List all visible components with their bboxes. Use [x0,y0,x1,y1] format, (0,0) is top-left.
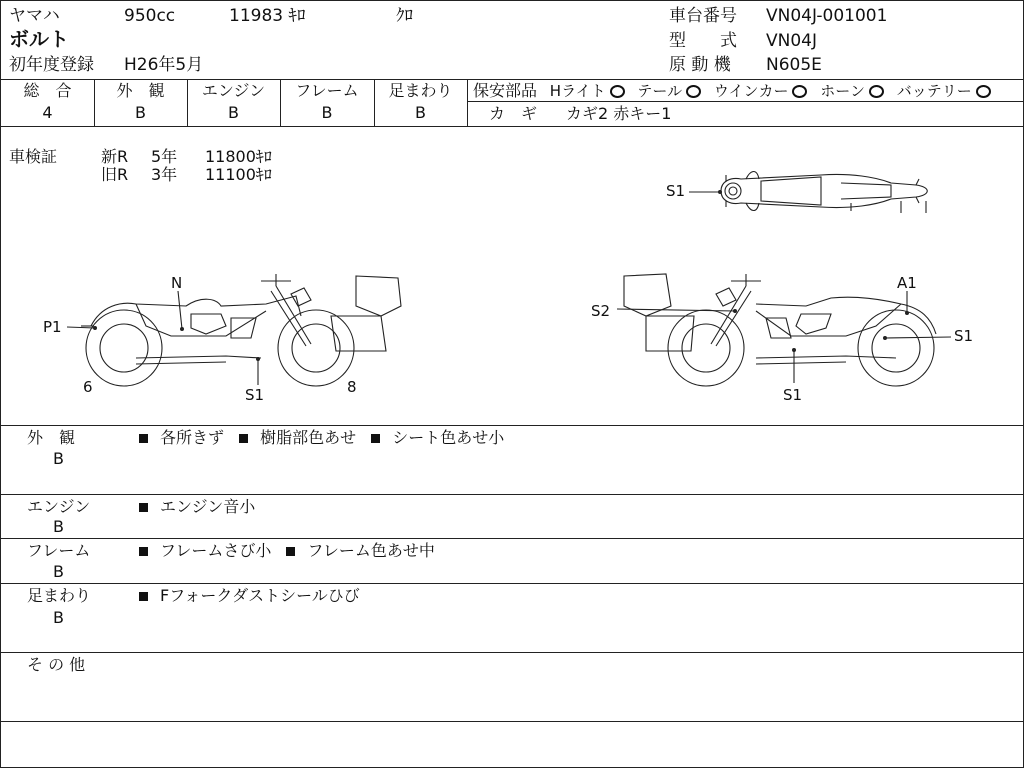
grade-overall-label: 総 合 [23,81,72,100]
bullet-icon [139,592,148,601]
bullet-icon [139,434,148,443]
grade-exterior-label: 外 観 [116,81,165,100]
leader-line [901,291,913,317]
divider [1,583,1024,584]
bullet-icon [139,503,148,512]
divider [1,425,1024,426]
leader-line [689,189,723,195]
keys-value: カギ2 赤キー1 [566,104,672,123]
leader-line [789,345,799,385]
maker: ヤマハ [9,6,60,26]
safety-item-battery: バッテリー [896,82,972,100]
inspection-label: 車検証 [9,147,58,166]
safety-item-headlight: Hライト [549,82,606,100]
remark-item: フレーム色あせ中 [307,541,435,560]
remark-suspension-grade: B [53,608,64,627]
mileage: 11983 ｷﾛ [229,6,306,26]
model-type-value: VN04J [766,31,817,51]
divider [467,79,468,126]
bullet-icon [371,434,380,443]
divider [1,126,1024,127]
model-name: ボルト [9,27,69,51]
ok-circle-icon [869,85,884,98]
remark-item: フレームさび小 [160,541,272,560]
safety-parts-row [473,82,991,100]
safety-item-horn: ホーン [820,82,865,100]
remark-item: Fフォークダストシールひび [160,586,360,605]
grade-frame-label: フレーム [295,81,359,100]
divider [1,79,1024,80]
model-type-label: 型 式 [669,31,737,51]
inspection-old-label: 旧R [101,165,129,184]
divider [1,538,1024,539]
remark-engine-items [139,498,255,516]
motorcycle-left-view-diagram [76,266,406,391]
displacement: 950cc [124,6,176,26]
leader-line [253,355,263,387]
divider [1,721,1024,722]
engine-model-label: 原 動 機 [669,55,731,75]
remark-engine-label: エンジン [27,497,91,516]
mark-left-6: 6 [83,378,93,396]
inspection-new-label: 新R [101,147,129,166]
mark-left-s1: S1 [245,386,265,404]
grade-engine-label: エンジン [201,81,266,100]
inspection-new-years: 5年 [151,147,178,166]
leader-line [617,306,741,316]
ok-circle-icon [792,85,807,98]
inspection-new-km: 11800ｷﾛ [205,147,272,166]
remark-exterior-grade: B [53,449,64,468]
color: ｸﾛ [396,6,413,26]
remark-exterior-items [139,429,504,447]
first-registration-value: H26年5月 [124,55,204,75]
divider [467,101,1024,102]
inspection-old-km: 11100ｷﾛ [205,165,272,184]
motorcycle-top-view-diagram [701,161,951,221]
safety-parts-label: 保安部品 [473,81,538,100]
remark-item: 各所きず [160,428,225,447]
remark-frame-items [139,542,435,560]
divider [1,494,1024,495]
mark-left-8: 8 [347,378,357,396]
remark-frame-label: フレーム [27,541,91,560]
remark-frame-grade: B [53,562,64,581]
remark-item: 樹脂部色あせ [260,428,357,447]
frame-number-label: 車台番号 [669,6,737,26]
mark-right-s2: S2 [591,302,611,320]
inspection-old-years: 3年 [151,165,178,184]
grade-overall-value: 4 [42,103,53,122]
engine-model-value: N605E [766,55,822,75]
mark-right-s1-side: S1 [954,327,974,345]
remark-item: シート色あせ小 [392,428,505,447]
remark-item: エンジン音小 [160,497,256,516]
remark-exterior-label: 外 観 [27,428,76,447]
bullet-icon [286,547,295,556]
safety-item-winker: ウインカー [713,82,789,100]
mark-top-s1: S1 [666,182,686,200]
safety-item-tail: テール [637,82,683,100]
leader-line [67,324,99,332]
frame-number: VN04J-001001 [766,6,888,26]
first-registration-label: 初年度登録 [9,55,94,75]
remark-engine-grade: B [53,517,64,536]
mark-right-s1-bottom: S1 [783,386,803,404]
grade-suspension-value: B [415,103,426,122]
grade-exterior-value: B [135,103,146,122]
ok-circle-icon [976,85,991,98]
leader-line [175,291,187,333]
bullet-icon [139,547,148,556]
leader-line [881,334,953,342]
mark-right-a1: A1 [897,274,917,292]
remark-other-label: そ の 他 [27,655,86,674]
grade-engine-value: B [228,103,239,122]
remark-suspension-items [139,587,360,605]
divider [1,652,1024,653]
grade-frame-value: B [321,103,333,122]
mark-left-p1: P1 [43,318,62,336]
grade-suspension-label: 足まわり [388,81,453,100]
mark-left-n: N [171,274,183,292]
ok-circle-icon [610,85,625,98]
ok-circle-icon [686,85,701,98]
remark-suspension-label: 足まわり [27,586,92,605]
keys-label: カ ギ [489,104,538,123]
bullet-icon [239,434,248,443]
